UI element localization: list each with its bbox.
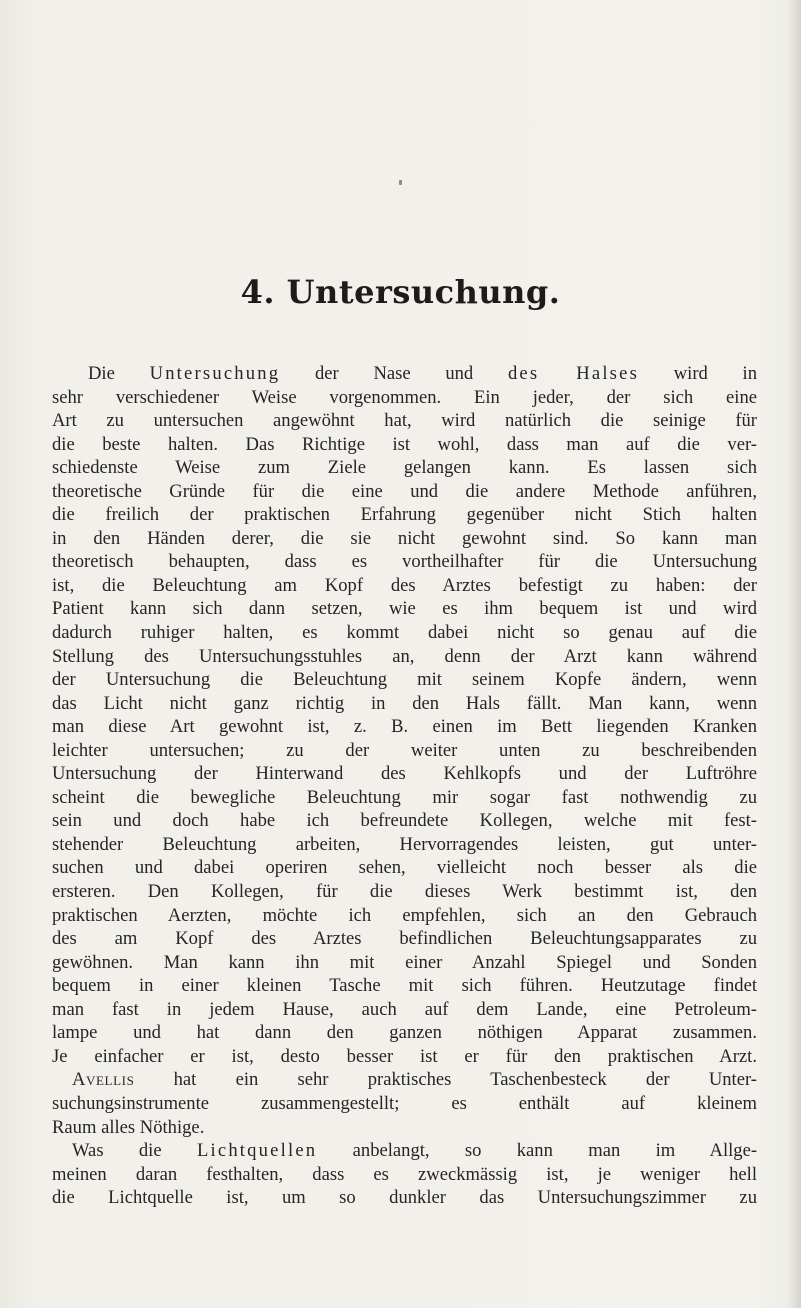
text-line: des am Kopf des Arztes befindlichen Beleuchtungsapparates zu bbox=[52, 928, 757, 950]
text-line: die beste halten. Das Richtige ist wohl, dass man auf die ver- bbox=[52, 433, 757, 455]
text-line: sehr verschiedener Weise vorgenommen. Ein jeder, der sich eine bbox=[52, 386, 757, 408]
text-line: man diese Art gewohnt ist, z. B. einen im Bett liegenden Kranken bbox=[52, 716, 757, 738]
text-line: sein und doch habe ich befreundete Kollegen, welche mit fest- bbox=[52, 810, 757, 832]
text-line: lampe und hat dann den ganzen nöthigen Apparat zusammen. bbox=[52, 1022, 757, 1044]
emphasis-untersuchung: Untersuchung bbox=[149, 363, 281, 384]
text-line: das Licht nicht ganz richtig in den Hals fällt. Man kann, wenn bbox=[52, 692, 757, 714]
text-line: in den Händen derer, die sie nicht gewohnt sind. So kann man bbox=[52, 527, 757, 549]
text-line: theoretisch behaupten, dass es vortheilhafter für die Untersuchung bbox=[52, 551, 757, 573]
text-line: ersteren. Den Kollegen, für die dieses Werk bestimmt ist, den bbox=[52, 881, 757, 903]
section-heading: 4. Untersuchung. bbox=[240, 273, 561, 311]
text-line: ist, die Beleuchtung am Kopf des Arztes befestigt zu haben: der bbox=[52, 574, 757, 596]
text-line: man fast in jedem Hause, auch auf dem Lande, eine Petroleum- bbox=[52, 998, 757, 1020]
text-line: suchen und dabei operiren sehen, vielleicht noch besser als die bbox=[52, 857, 757, 879]
text-line: Die Untersuchung der Nase und des Halses wird in bbox=[88, 363, 757, 384]
emphasis-lichtquellen: Lichtquellen bbox=[196, 1140, 318, 1162]
text-line: Raum alles Nöthige. bbox=[52, 1116, 205, 1138]
text-line: theoretische Gründe für die eine und die andere Methode anführen, bbox=[52, 480, 757, 502]
text-line: praktischen Aerzten, möchte ich empfehlen, sich an den Gebrauch bbox=[52, 904, 757, 926]
ink-speck bbox=[399, 180, 402, 185]
text-line: bequem in einer kleinen Tasche mit sich führen. Heutzutage findet bbox=[52, 975, 757, 997]
text-line: meinen daran festhalten, dass es zweckmässig ist, je weniger hell bbox=[52, 1163, 757, 1185]
text-line: leichter untersuchen; zu der weiter unten zu beschreibenden bbox=[52, 739, 757, 761]
text-line: Avellis hat ein sehr praktisches Taschenbesteck der Unter- bbox=[72, 1069, 757, 1091]
text-line: Stellung des Untersuchungsstuhles an, denn der Arzt kann während bbox=[52, 645, 757, 667]
text-line: suchungsinstrumente zusammengestellt; es enthält auf kleinem bbox=[52, 1092, 757, 1114]
text-line: Je einfacher er ist, desto besser ist er für den praktischen Arzt. bbox=[52, 1045, 757, 1067]
page-edge-shadow bbox=[787, 0, 801, 1308]
text-line: die freilich der praktischen Erfahrung gegenüber nicht Stich halten bbox=[52, 504, 757, 526]
text-line: Untersuchung der Hinterwand des Kehlkopfs und der Luftröhre bbox=[52, 763, 757, 785]
text-line: der Untersuchung die Beleuchtung mit seinem Kopfe ändern, wenn bbox=[52, 669, 757, 691]
body-text bbox=[52, 362, 757, 1210]
text-line: Patient kann sich dann setzen, wie es ihm bequem ist und wird bbox=[52, 598, 757, 620]
emphasis-halses: des Halses bbox=[507, 363, 640, 384]
text-line: schiedenste Weise zum Ziele gelangen kann. Es lassen sich bbox=[52, 457, 757, 479]
text-line: die Lichtquelle ist, um so dunkler das Untersuchungszimmer zu bbox=[52, 1187, 757, 1209]
text-line: Art zu untersuchen angewöhnt hat, wird natürlich die seinige für bbox=[52, 410, 757, 432]
author-name: Avellis bbox=[72, 1069, 135, 1091]
text-line: dadurch ruhiger halten, es kommt dabei nicht so genau auf die bbox=[52, 622, 757, 644]
text-line: Was die Lichtquellen anbelangt, so kann man im Allge- bbox=[72, 1140, 757, 1162]
text-line: scheint die bewegliche Beleuchtung mir sogar fast nothwendig zu bbox=[52, 786, 757, 808]
text-line: stehender Beleuchtung arbeiten, Hervorragendes leisten, gut unter- bbox=[52, 833, 757, 855]
text-line: gewöhnen. Man kann ihn mit einer Anzahl Spiegel und Sonden bbox=[52, 951, 757, 973]
